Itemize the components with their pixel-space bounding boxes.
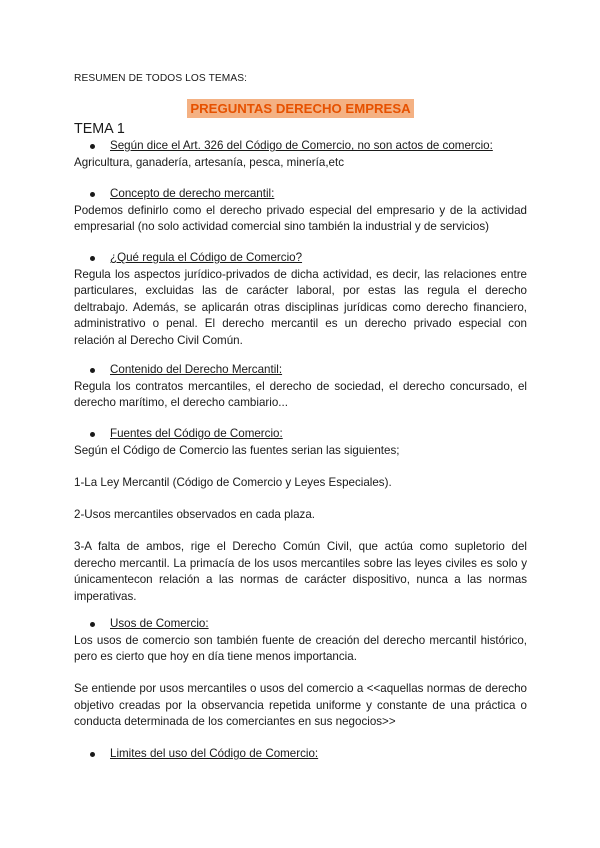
answer-paragraph: Regula los contratos mercantiles, el derecho de sociedad, el derecho concursado, el derecho marítimo, el derecho cambiario... [74, 379, 527, 410]
question-text: Limites del uso del Código de Comercio: [110, 747, 319, 760]
bullet-icon [90, 368, 95, 373]
topic-heading: TEMA 1 [74, 121, 125, 137]
usos-definition-paragraph: Se entiende por usos mercantiles o usos del comercio a <<aquellas normas de derecho objetivo creadas por la observancia repetida uniforme y constante de una práctica o conducta determinada de los comerciantes en sus negocios>> [74, 682, 527, 729]
title-wrapper [0, 99, 600, 118]
answer-paragraph: Según el Código de Comercio las fuentes serian las siguientes; [74, 443, 400, 457]
source-item-2: 2-Usos mercantiles observados en cada plaza. [74, 508, 316, 521]
section-que-regula [74, 250, 527, 350]
question-text: ¿Qué regula el Código de Comercio? [110, 251, 303, 264]
document-title: PREGUNTAS DERECHO EMPRESA [187, 99, 413, 118]
answer-paragraph: Agricultura, ganadería, artesanía, pesca, minería,etc [74, 155, 345, 169]
summary-heading: RESUMEN DE TODOS LOS TEMAS: [74, 73, 248, 84]
question-heading [74, 746, 527, 763]
question-text: Concepto de derecho mercantil: [110, 187, 275, 200]
answer-paragraph: Podemos definirlo como el derecho privado especial del empresario y de la actividad empresarial (no solo actividad comercial sino también la industrial y de servicios) [74, 203, 527, 234]
question-text: Usos de Comercio: [110, 617, 209, 630]
question-heading [74, 426, 527, 443]
bullet-icon [90, 432, 95, 437]
section-concepto [74, 186, 527, 236]
bullet-icon [90, 256, 95, 261]
bullet-icon [90, 622, 95, 627]
bullet-icon [90, 192, 95, 197]
section-fuentes [74, 426, 527, 459]
answer-paragraph: Los usos de comercio son también fuente de creación del derecho mercantil histórico, pero es cierto que hoy en día tiene menos importancia. [74, 633, 527, 664]
question-heading [74, 616, 527, 633]
source-item-3: 3-A falta de ambos, rige el Derecho Común Civil, que actúa como supletorio del derecho mercantil. La primacía de los usos mercantiles sobre las leyes civiles es solo y únicamentecon relación a las normas de carácter dispositivo, nunca a las normas imperativas. [74, 540, 527, 603]
section-usos-comercio [74, 616, 527, 666]
source-item-1: 1-La Ley Mercantil (Código de Comercio y Leyes Especiales). [74, 476, 392, 489]
question-heading [74, 250, 527, 267]
answer-paragraph: Regula los aspectos jurídico-privados de dicha actividad, es decir, las relaciones entre particulares, excluidas las de carácter laboral, por estas las regula el derecho deltrabajo. Además, se aplicarán otras disciplinas jurídicas como derecho financiero, administrativo o penal. El derecho mercantil es un derecho privado especial con relación al Derecho Civil Común. [74, 267, 527, 347]
section-limites [74, 746, 527, 763]
question-heading [74, 138, 527, 155]
bullet-icon [90, 144, 95, 149]
question-text: Fuentes del Código de Comercio: [110, 427, 283, 440]
question-text: Contenido del Derecho Mercantil: [110, 363, 283, 376]
question-heading [74, 362, 527, 379]
question-heading [74, 186, 527, 203]
bullet-icon [90, 752, 95, 757]
question-text: Según dice el Art. 326 del Código de Comercio, no son actos de comercio: [110, 139, 493, 152]
section-contenido [74, 362, 527, 412]
section-actos-comercio [74, 138, 527, 171]
